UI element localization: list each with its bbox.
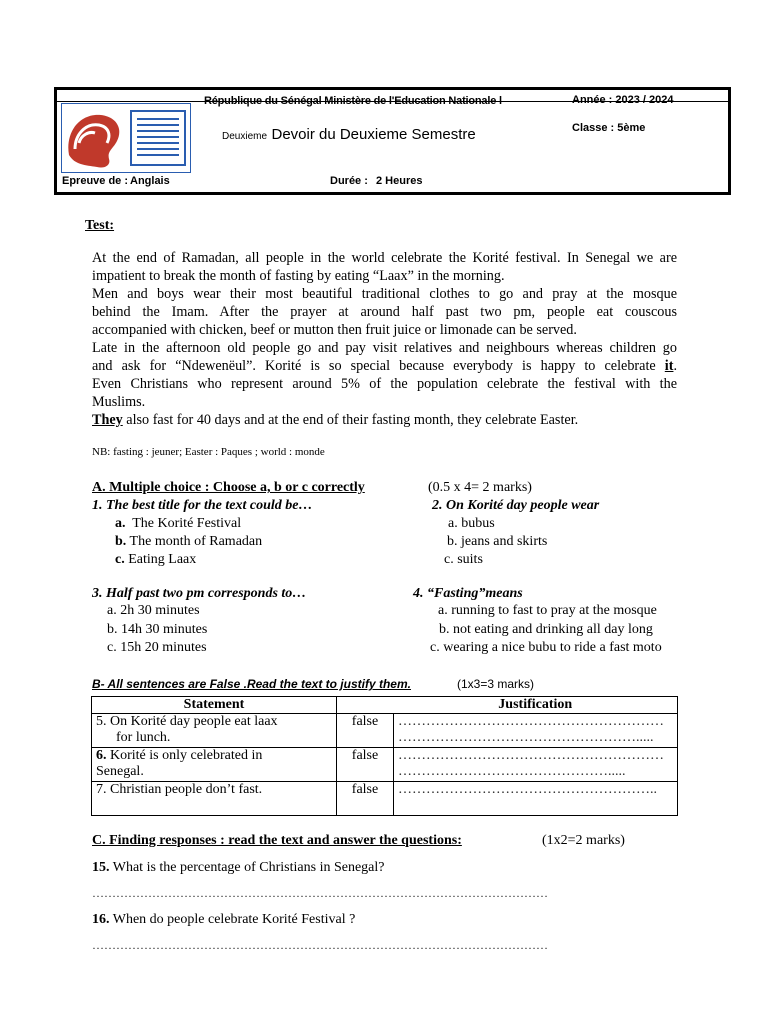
value-cell: false bbox=[337, 714, 394, 748]
table-row bbox=[92, 748, 678, 782]
passage-line bbox=[92, 411, 677, 429]
passage-line: Muslims. bbox=[92, 394, 146, 410]
section-b-title: B- All sentences are False .Read the text to justify them. bbox=[92, 677, 411, 691]
exam-title-main: Devoir du Deuxieme Semestre bbox=[271, 126, 476, 143]
q2-option-a: a. bubus bbox=[448, 516, 495, 531]
passage-pronoun-it: it bbox=[664, 358, 674, 374]
duration-value: 2 Heures bbox=[376, 175, 423, 187]
section-a-title: A. Multiple choice : Choose a, b or c correctly bbox=[92, 480, 365, 495]
passage-pronoun-they: They bbox=[92, 412, 123, 428]
q4-option-a: a. running to fast to pray at the mosque bbox=[438, 603, 657, 618]
q3-option-a: a. 2h 30 minutes bbox=[107, 603, 200, 618]
passage-line: Even Christians who represent around 5% of the population celebrate the festival with the bbox=[92, 376, 677, 392]
subject-value: Anglais bbox=[130, 175, 170, 187]
table-row bbox=[92, 782, 678, 816]
test-label: Test: bbox=[85, 218, 115, 233]
q2-option-b: b. jeans and skirts bbox=[447, 534, 548, 549]
class-level: Classe : 5ème bbox=[572, 122, 646, 134]
section-b-marks: (1x3=3 marks) bbox=[457, 677, 535, 691]
reading-passage bbox=[92, 249, 677, 429]
question-4: 4. “Fasting”means bbox=[413, 586, 523, 601]
answer-line-15[interactable]: …………………………………………………………………………………………………… bbox=[92, 886, 548, 900]
q3-option-c: c. 15h 20 minutes bbox=[107, 640, 207, 655]
question-1: 1. The best title for the text could be… bbox=[92, 498, 313, 513]
school-year: Année : 2023 / 2024 bbox=[572, 94, 674, 106]
justification-answer-field[interactable]: ……………………………………………….. bbox=[394, 782, 678, 816]
passage-line: behind the Imam. After the prayer at around half past two pm, people eat couscous bbox=[92, 304, 677, 320]
passage-segment: also fast for 40 days and at the end of their fasting month, they celebrate Easter. bbox=[126, 412, 579, 428]
vocabulary-note: NB: fasting : jeuner; Easter : Paques ; world : monde bbox=[92, 446, 325, 458]
q2-option-c: c. suits bbox=[444, 552, 483, 567]
question-16: 16. When do people celebrate Korité Festival ? bbox=[92, 912, 356, 927]
question-15: 15. What is the percentage of Christians in Senegal? bbox=[92, 860, 385, 875]
q1-option-a: a. The Korité Festival bbox=[115, 516, 242, 531]
passage-line: At the end of Ramadan, all people in the world celebrate the Korité festival. In Senegal we are bbox=[92, 250, 677, 266]
exam-title-prefix: Deuxieme bbox=[222, 131, 268, 142]
passage-line: Men and boys wear their most beautiful traditional clothes to go and pray at the mosque bbox=[92, 286, 677, 302]
justification-answer-field[interactable]: ………………………………………………… ……………………………………………..... bbox=[394, 714, 678, 748]
statement-cell: 6. Korité is only celebrated in Senegal. bbox=[92, 748, 337, 782]
section-c-marks: (1x2=2 marks) bbox=[542, 833, 625, 848]
passage-segment: and ask for “Ndewenëul”. Korité is so special because everybody is happy to celebrate bbox=[92, 358, 656, 374]
table-header-row bbox=[92, 697, 678, 714]
passage-line: impatient to break the month of fasting by eating “Laax” in the morning. bbox=[92, 268, 505, 284]
value-cell: false bbox=[337, 748, 394, 782]
q3-option-b: b. 14h 30 minutes bbox=[107, 622, 208, 637]
statement-cell: 7. Christian people don’t fast. bbox=[92, 782, 337, 816]
section-a-marks: (0.5 x 4= 2 marks) bbox=[428, 480, 532, 495]
statement-cell: 5. On Korité day people eat laax for lunch. bbox=[92, 714, 337, 748]
duration-label: Durée : bbox=[330, 175, 368, 187]
justification-answer-field[interactable]: ………………………………………………… ………………………………………..... bbox=[394, 748, 678, 782]
exam-title bbox=[222, 126, 476, 144]
question-2: 2. On Korité day people wear bbox=[432, 498, 600, 513]
q4-option-c: c. wearing a nice bubu to ride a fast moto bbox=[430, 640, 662, 655]
value-cell: false bbox=[337, 782, 394, 816]
ministry-label: République du Sénégal Ministère de l'Education Nationale l bbox=[204, 95, 502, 107]
answer-line-16[interactable]: …………………………………………………………………………………………………… bbox=[92, 938, 548, 952]
q1-option-b: b. The month of Ramadan bbox=[115, 534, 263, 549]
question-3: 3. Half past two pm corresponds to… bbox=[92, 586, 307, 601]
subject-label: Epreuve de : bbox=[62, 175, 129, 187]
q4-option-b: b. not eating and drinking all day long bbox=[439, 622, 653, 637]
column-header-justification: Justification bbox=[394, 697, 678, 714]
justification-table bbox=[91, 696, 678, 816]
table-row bbox=[92, 714, 678, 748]
passage-line: and ask for “Ndewenëul”. Korité is so special because everybody is happy to celebrate it. bbox=[92, 358, 677, 374]
column-header-statement: Statement bbox=[92, 697, 337, 714]
section-c-title: C. Finding responses : read the text and answer the questions: bbox=[92, 833, 462, 848]
passage-line: Late in the afternoon old people go and pay visit relatives and neighbours whereas children go bbox=[92, 340, 677, 356]
passage-line: accompanied with chicken, beef or mutton then fruit juice or limonade can be served. bbox=[92, 322, 577, 338]
q1-option-c: c. Eating Laax bbox=[115, 552, 197, 567]
school-logo bbox=[61, 103, 191, 173]
